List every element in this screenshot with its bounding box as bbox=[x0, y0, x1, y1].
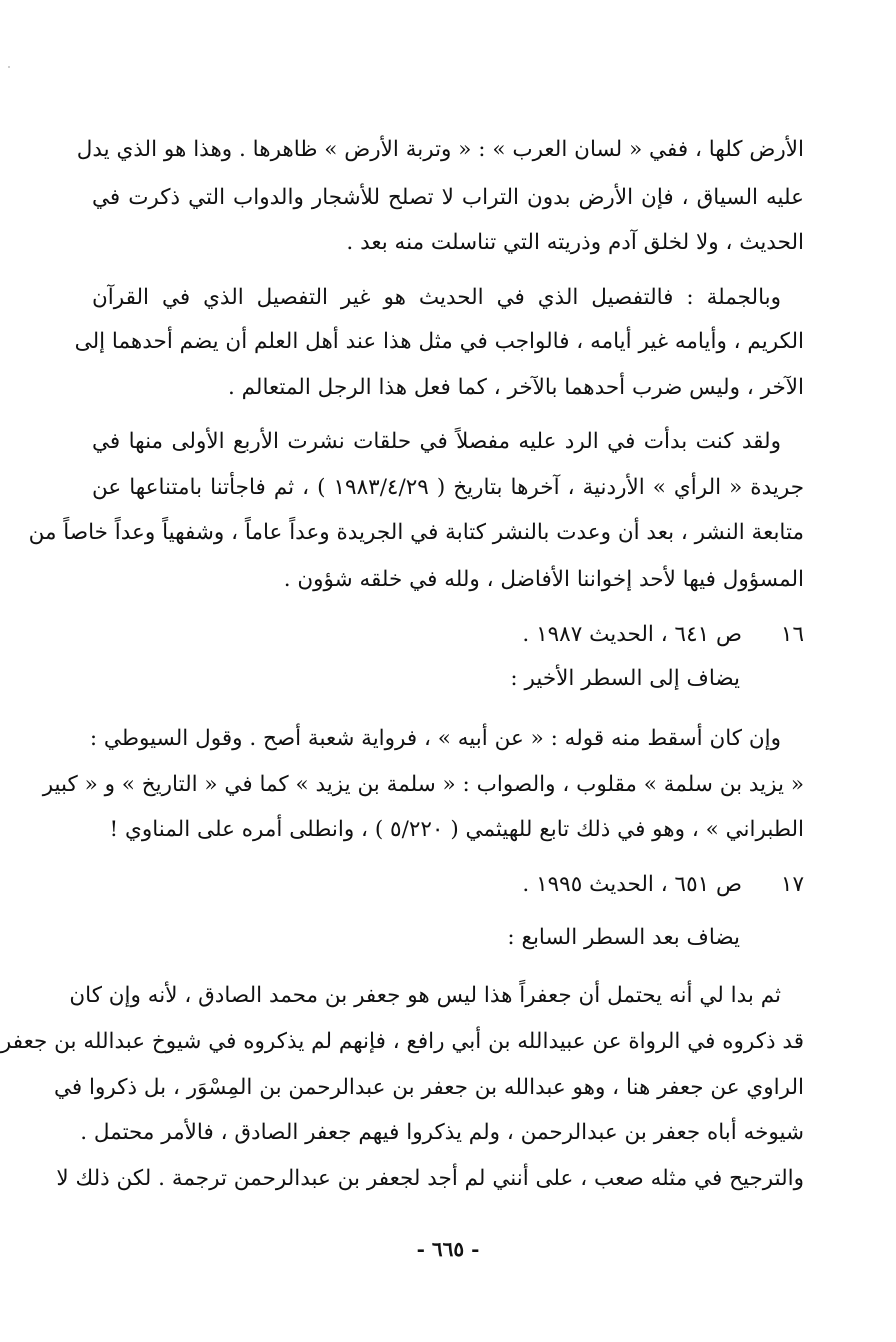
paragraph-4-line-2: « يزيد بن سلمة » مقلوب ، والصواب : « سلمة بن يزيد » كما في « التاريخ » و « كبير bbox=[42, 772, 804, 797]
paragraph-2-line-2: الكريم ، وأيامه غير أيامه ، فالواجب في مثل هذا عند أهل العلم أن يضم أحدهما إلى bbox=[74, 329, 804, 354]
paragraph-3-line-2: جريدة « الرأي » الأردنية ، آخرها بتاريخ ( ١٩٨٣/٤/٢٩ ) ، ثم فاجأتنا بامتناعها عن bbox=[92, 475, 804, 500]
entry-16-number: ١٦ bbox=[780, 622, 804, 647]
paragraph-2-line-3: الآخر ، وليس ضرب أحدهما بالآخر ، كما فعل هذا الرجل المتعالم . bbox=[227, 375, 804, 400]
paragraph-3-line-3: متابعة النشر ، بعد أن وعدت بالنشر كتابة في الجريدة وعداً عاماً ، وشفهياً وعداً خاصاً من bbox=[28, 520, 804, 545]
paragraph-4-line-3: الطبراني » ، وهو في ذلك تابع للهيثمي ( ٥/٢٢٠ ) ، وانطلى أمره على المناوي ! bbox=[109, 817, 804, 842]
entry-16-heading bbox=[92, 620, 804, 650]
scan-speck bbox=[8, 66, 10, 68]
entry-17-number: ١٧ bbox=[780, 872, 804, 897]
paragraph-5-line-5: والترجيح في مثله صعب ، على أنني لم أجد لجعفر بن عبدالرحمن ترجمة . لكن ذلك لا bbox=[56, 1166, 804, 1191]
paragraph-3-line-1: ولقد كنت بدأت في الرد عليه مفصلاً في حلقات نشرت الأربع الأولى منها في bbox=[92, 429, 781, 454]
paragraph-4-line-1: وإن كان أسقط منه قوله : « عن أبيه » ، فرواية شعبة أصح . وقول السيوطي : bbox=[89, 726, 781, 751]
paragraph-5-line-4: شيوخه أباه جعفر بن عبدالرحمن ، ولم يذكروا فيهم جعفر الصادق ، فالأمر محتمل . bbox=[80, 1120, 804, 1145]
paragraph-1-line-1: الأرض كلها ، ففي « لسان العرب » : « وتربة الأرض » ظاهرها . وهذا هو الذي يدل bbox=[76, 137, 804, 162]
entry-17-reference: ص ٦٥١ ، الحديث ١٩٩٥ . bbox=[522, 872, 742, 897]
paragraph-5-line-1: ثم بدا لي أنه يحتمل أن جعفراً هذا ليس هو جعفر بن محمد الصادق ، لأنه وإن كان bbox=[69, 983, 781, 1008]
page-number: - ٦٦٥ - bbox=[416, 1237, 480, 1261]
entry-17-instruction: يضاف بعد السطر السابع : bbox=[507, 925, 740, 950]
paragraph-5-line-2: قد ذكروه في الرواة عن عبيدالله بن أبي رافع ، فإنهم لم يذكروه في شيوخ عبدالله بن جعفر bbox=[0, 1029, 804, 1054]
entry-16-reference: ص ٦٤١ ، الحديث ١٩٨٧ . bbox=[522, 622, 742, 647]
paragraph-2-line-1: وبالجملة : فالتفصيل الذي في الحديث هو غير التفصيل الذي في القرآن bbox=[92, 285, 781, 310]
paragraph-1-line-3: الحديث ، ولا لخلق آدم وذريته التي تناسلت منه بعد . bbox=[346, 230, 804, 255]
paragraph-1-line-2: عليه السياق ، فإن الأرض بدون التراب لا تصلح للأشجار والدواب التي ذكرت في bbox=[92, 185, 804, 210]
entry-17-heading bbox=[92, 870, 804, 900]
paragraph-3-line-4: المسؤول فيها لأحد إخواننا الأفاضل ، ولله في خلقه شؤون . bbox=[283, 567, 804, 592]
paragraph-5-line-3: الراوي عن جعفر هنا ، وهو عبدالله بن جعفر بن عبدالرحمن بن المِسْوَر ، بل ذكروا في bbox=[53, 1075, 804, 1100]
entry-16-instruction: يضاف إلى السطر الأخير : bbox=[510, 666, 740, 691]
